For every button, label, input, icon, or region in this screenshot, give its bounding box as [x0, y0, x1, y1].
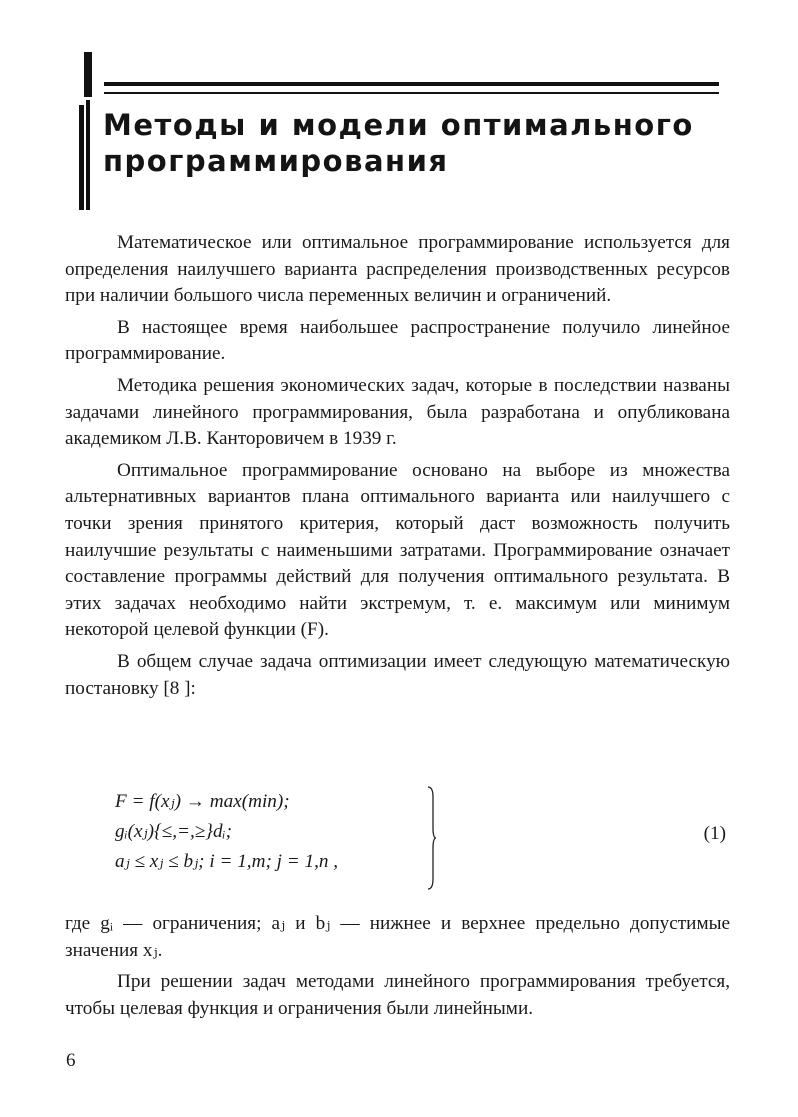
chapter-marker-bar [79, 105, 84, 210]
page-number: 6 [66, 1050, 76, 1071]
formula-bounds: aⱼ ≤ xⱼ ≤ bⱼ; i = 1,m; j = 1,n , [115, 851, 339, 872]
body-text [65, 230, 730, 707]
formula-objective: F = f(xⱼ) → max(min); [115, 791, 290, 812]
chapter-rule [104, 82, 719, 86]
paragraph: При решении задач методами линейного программирования требуется, чтобы целевая функция и ограничения были линейными. [65, 971, 730, 1019]
paragraph: Методика решения экономических задач, которые в последствии названы задачами линейного программирования, была разработана и опубликована академиком Л.В. Канторовичем в 1939 г. [65, 374, 730, 450]
chapter-title: Методы и модели оптимального программирования [103, 108, 694, 178]
chapter-rule [104, 92, 719, 94]
chapter-marker-bar [84, 52, 92, 97]
chapter-marker-bar [86, 100, 90, 210]
after-formula-text [65, 911, 730, 1027]
definition-paragraph: где gᵢ — ограничения; aⱼ и bⱼ — нижнее и верхнее предельно допустимые значения xⱼ. [65, 913, 730, 961]
right-brace-icon [427, 785, 437, 891]
paragraph: Оптимальное программирование основано на выборе из множества альтернативных вариантов плана оптимального варианта или наилучшего с точки зрения принятого критерия, который даст возможность получить наилучшие результаты с наименьшими затратами. Программирование означает составление программы действий для получения оптимального результата. В этих задачах необходимо найти экстремум, т. е. максимум или минимум некоторой целевой функции (F). [65, 459, 730, 641]
formula-system [65, 787, 730, 892]
formula-lines [115, 787, 338, 877]
formula-constraints: gᵢ(xⱼ){≤,=,≥}dᵢ; [115, 821, 232, 842]
paragraph: В общем случае задача оптимизации имеет следующую математическую постановку [8 ]: [65, 650, 730, 699]
paragraph: В настоящее время наибольшее распространение получило линейное программирование. [65, 316, 730, 365]
paragraph: Математическое или оптимальное программирование используется для определения наилучшего варианта распределения производственных ресурсов при наличии большого числа переменных величин и ограничений. [65, 232, 730, 307]
equation-number: (1) [703, 823, 726, 844]
